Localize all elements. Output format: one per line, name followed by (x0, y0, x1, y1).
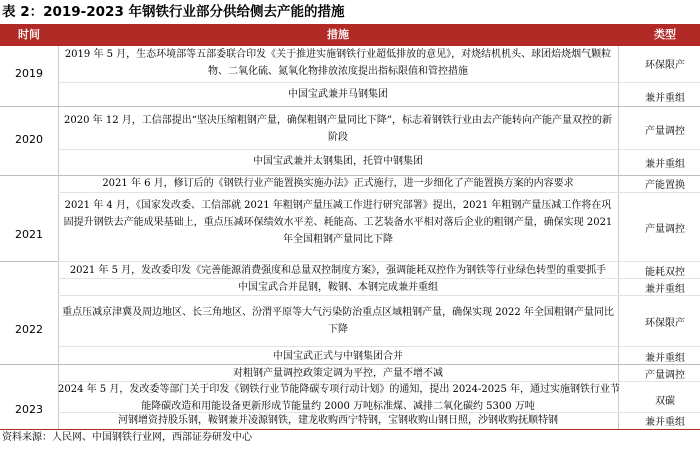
measure-line: 中国宝武兼并太钢集团，托管中钢集团 (253, 156, 423, 167)
table-row (58, 193, 700, 261)
table-row (58, 176, 700, 192)
measure-line: 2019 年 5 月，生态环境部等五部委联合印发《关于推进实施钢铁行业超低排放的意见》，对烧结机机头、球团焙烧烟气颗粒 (64, 49, 612, 60)
type-cell: 能耗双控 (645, 267, 685, 278)
measure-line: 2021 年 5 月，发改委印发《完善能源消费强度和总量双控制度方案》，强调能耗双控作为钢铁等行业绿色转型的重要抓手 (69, 265, 607, 276)
measure-line: 对粗钢产量调控政策定调为平控，产量不增不减 (233, 368, 443, 379)
year-cell: 2021 (15, 228, 43, 241)
type-cell: 产量调控 (645, 370, 685, 381)
type-cell: 兼并重组 (645, 93, 685, 104)
type-cell: 产量调控 (645, 224, 685, 235)
table-row (58, 107, 700, 149)
measure-line: 2024 年 5 月，发改委等部门关于印发《钢铁行业节能降碳专项行动计划》的通知，提出 2024-2025 年，通过实施钢铁行业节 (58, 384, 620, 395)
source-note: 资料来源：人民网、中国钢铁行业网，西部证券研发中心 (2, 432, 252, 443)
measure-line: 能降碳改造和用能设备更新形成节能量约 2000 万吨标准煤、减排二氧化碳约 5300 万吨 (141, 401, 535, 412)
measure-line: 下降 (328, 324, 348, 335)
type-cell: 产能置换 (645, 180, 685, 191)
year-cell: 2020 (15, 133, 43, 146)
measure-line: 中国宝武兼并马钢集团 (288, 89, 388, 100)
measure-cell (58, 262, 618, 279)
measure-cell (58, 175, 618, 192)
table-row (58, 413, 700, 429)
year-cell: 2019 (15, 67, 43, 80)
table-row (58, 262, 700, 278)
type-cell: 兼并重组 (645, 284, 685, 295)
table-row (58, 279, 700, 295)
table-row (58, 150, 700, 175)
measure-cell (58, 412, 618, 429)
measure-line: 阶段 (328, 132, 348, 143)
measure-cell (58, 86, 618, 103)
measure-line: 2020 年 12 月，工信部提出“坚决压缩粗钢产量，确保粗钢产量同比下降”，标志着钢铁行业由去产能转向产能产量双控的新 (64, 115, 612, 126)
measure-cell (58, 304, 618, 338)
table-row (58, 296, 700, 346)
measure-line: 中国宝武合并昆钢，鞍钢、本钢完成兼并重组 (238, 282, 438, 293)
table-title: 表 2：2019-2023 年钢铁行业部分供给侧去产能的措施 (2, 4, 345, 20)
measure-line: 2021 年 4 月，《国家发改委、工信部就 2021 年粗钢产量压减工作进行研究部署》提出，2021 年粗钢产量压减工作将在巩 (64, 200, 612, 211)
year-cell: 2022 (15, 323, 43, 336)
type-cell: 兼并重组 (645, 417, 685, 428)
measure-cell (58, 46, 618, 80)
table-row (58, 347, 700, 364)
type-cell: 环保限产 (645, 318, 685, 329)
measure-cell (58, 348, 618, 365)
type-cell: 产量调控 (645, 126, 685, 137)
measure-line: 年全国粗钢产量同比下降 (283, 234, 393, 245)
table-row (58, 46, 700, 82)
type-cell: 环保限产 (645, 60, 685, 71)
measure-line: 河钢增资持股乐钢，鞍钢兼并凌源钢铁，建龙收购西宁特钢，宝钢收购山钢日照，沙钢收购抚顺特钢 (118, 415, 558, 426)
table-row (58, 83, 700, 106)
measure-cell (58, 197, 618, 248)
type-cell: 兼并重组 (645, 159, 685, 170)
header-type: 类型 (654, 28, 676, 41)
measure-cell (58, 381, 618, 415)
measure-line: 固提升钢铁去产能成果基础上，重点压减环保绩效水平差、耗能高、工艺装备水平相对落后企业的粗钢产量，确保实现 2021 (63, 217, 613, 228)
header-time: 时间 (18, 28, 40, 41)
measure-cell (58, 153, 618, 170)
measure-line: 中国宝武正式与中钢集团合并 (273, 351, 403, 362)
measure-line: 物、二氧化硫、氮氧化物排放浓度提出指标限值和管控措施 (208, 66, 468, 77)
table-row (58, 382, 700, 412)
table-header (0, 24, 700, 46)
measure-cell (58, 365, 618, 382)
measure-line: 重点压减京津冀及周边地区、长三角地区、汾渭平原等大气污染防治重点区域粗钢产量，确保实现 2022 年全国粗钢产量同比 (62, 307, 614, 318)
table-row (58, 365, 700, 381)
header-measures: 措施 (327, 28, 349, 41)
type-cell: 双碳 (655, 396, 675, 407)
measure-cell (58, 279, 618, 296)
measure-cell (58, 112, 618, 146)
year-cell: 2023 (15, 403, 43, 416)
measure-line: 2021 年 6 月，修订后的《钢铁行业产能置换实施办法》正式施行，进一步细化了产能置换方案的内容要求 (102, 178, 574, 189)
type-cell: 兼并重组 (645, 353, 685, 364)
